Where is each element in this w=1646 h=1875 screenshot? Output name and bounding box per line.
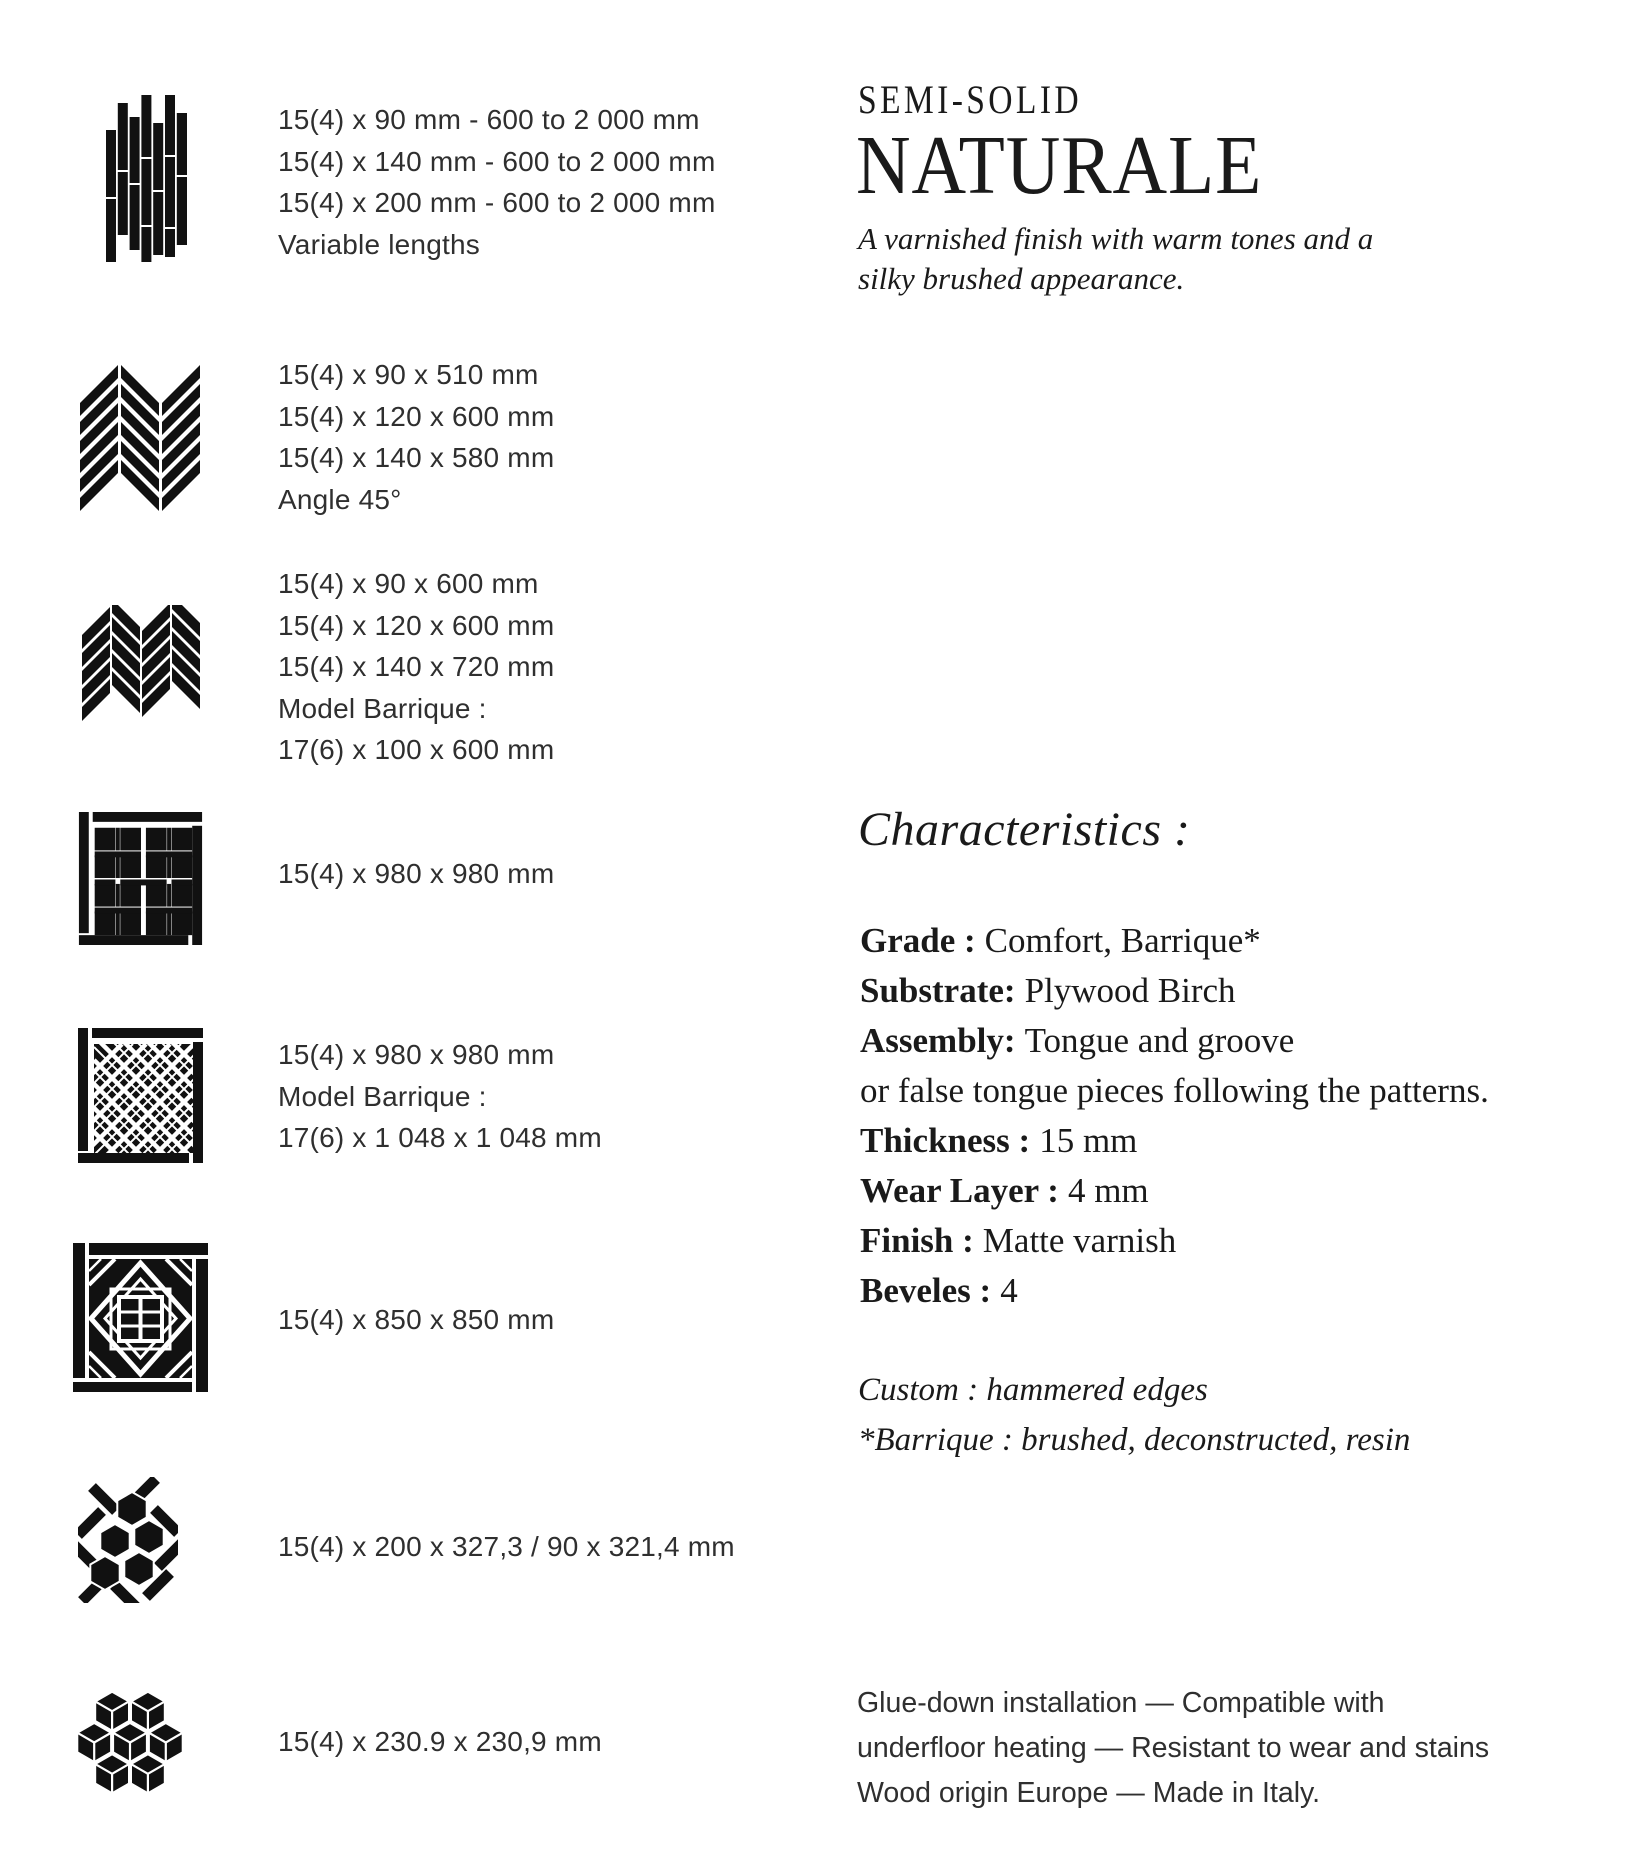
chevron-icon	[80, 365, 200, 513]
installation-note-line: Glue-down installation — Compatible with	[857, 1687, 1385, 1719]
pattern-spec-basket-weave	[278, 853, 554, 895]
characteristic-row	[860, 1016, 1489, 1066]
spec-line: 15(4) x 140 mm - 600 to 2 000 mm	[278, 145, 716, 177]
pattern-spec-hexagon-weave	[278, 1526, 735, 1568]
characteristic-label: Grade :	[860, 921, 976, 960]
characteristic-row	[860, 1066, 1489, 1116]
characteristic-label: Beveles :	[860, 1271, 992, 1310]
custom-notes	[858, 1365, 1410, 1465]
characteristic-value: or false tongue pieces following the patterns.	[860, 1071, 1489, 1110]
characteristic-label: Wear Layer :	[860, 1171, 1059, 1210]
spec-line: 15(4) x 850 x 850 mm	[278, 1304, 555, 1335]
pattern-spec-cube-mosaic	[278, 1721, 602, 1763]
spec-line: 15(4) x 980 x 980 mm	[278, 1039, 555, 1070]
spec-line: 15(4) x 980 x 980 mm	[278, 858, 555, 889]
characteristic-row	[860, 1266, 1489, 1316]
characteristic-row	[860, 1216, 1489, 1266]
spec-line: 15(4) x 90 x 510 mm	[278, 359, 539, 390]
herringbone-icon	[82, 605, 200, 727]
spec-line: Model Barrique :	[278, 692, 487, 724]
spec-line: Model Barrique :	[278, 1080, 487, 1112]
cube-mosaic-icon	[78, 1672, 182, 1800]
spec-line: 17(6) x 100 x 600 mm	[278, 734, 555, 765]
characteristic-value: Matte varnish	[982, 1221, 1177, 1260]
versailles-panel-icon	[73, 1243, 208, 1392]
spec-line: Variable lengths	[278, 228, 480, 260]
spec-line: 15(4) x 200 mm - 600 to 2 000 mm	[278, 187, 716, 218]
characteristic-row	[860, 1166, 1489, 1216]
characteristic-row	[860, 966, 1489, 1016]
installation-note-line: Wood origin Europe — Made in Italy.	[857, 1777, 1321, 1809]
spec-line: 15(4) x 90 x 600 mm	[278, 568, 539, 599]
characteristic-label: Assembly:	[860, 1021, 1016, 1060]
product-name: NATURALE	[856, 119, 1263, 212]
pattern-spec-chevron	[278, 354, 554, 520]
spec-line: 17(6) x 1 048 x 1 048 mm	[278, 1122, 602, 1153]
characteristic-label: Substrate:	[860, 971, 1016, 1010]
spec-line: 15(4) x 90 mm - 600 to 2 000 mm	[278, 104, 700, 135]
random-strips-icon	[106, 95, 187, 262]
installation-note-line: underfloor heating — Resistant to wear and stains	[857, 1732, 1490, 1764]
hexagon-weave-icon	[78, 1477, 178, 1603]
characteristic-value: Comfort, Barrique*	[984, 921, 1261, 960]
diagonal-lattice-icon	[78, 1028, 203, 1163]
custom-note-line: *Barrique : brushed, deconstructed, resin	[858, 1422, 1411, 1458]
characteristics-list	[860, 916, 1489, 1316]
collection-title: SEMI-SOLID	[858, 77, 1083, 122]
spec-line: Angle 45°	[278, 483, 402, 515]
product-tagline: A varnished finish with warm tones and a silky brushed appearance.	[858, 221, 1374, 296]
characteristic-row	[860, 916, 1489, 966]
spec-line: 15(4) x 140 x 720 mm	[278, 651, 555, 682]
characteristic-value: Tongue and groove	[1024, 1021, 1295, 1060]
pattern-spec-versailles	[278, 1299, 554, 1341]
custom-note-line: Custom : hammered edges	[858, 1372, 1208, 1408]
characteristics-heading: Characteristics :	[858, 803, 1191, 856]
spec-line: 15(4) x 230.9 x 230,9 mm	[278, 1726, 602, 1757]
spec-line: 15(4) x 140 x 580 mm	[278, 442, 555, 473]
pattern-spec-herringbone	[278, 563, 554, 771]
characteristic-value: Plywood Birch	[1024, 971, 1236, 1010]
characteristic-label: Thickness :	[860, 1121, 1031, 1160]
characteristic-value: 4	[1000, 1271, 1018, 1310]
characteristic-label: Finish :	[860, 1221, 974, 1260]
characteristic-value: 15 mm	[1039, 1121, 1138, 1160]
spec-line: 15(4) x 200 x 327,3 / 90 x 321,4 mm	[278, 1531, 735, 1562]
spec-line: 15(4) x 120 x 600 mm	[278, 400, 555, 432]
pattern-spec-diagonal-lattice	[278, 1034, 602, 1159]
pattern-spec-random-strips	[278, 99, 715, 265]
installation-notes	[857, 1681, 1489, 1816]
characteristic-row	[860, 1116, 1489, 1166]
characteristic-value: 4 mm	[1067, 1171, 1149, 1210]
spec-line: 15(4) x 120 x 600 mm	[278, 609, 555, 641]
basket-weave-icon	[78, 812, 203, 945]
